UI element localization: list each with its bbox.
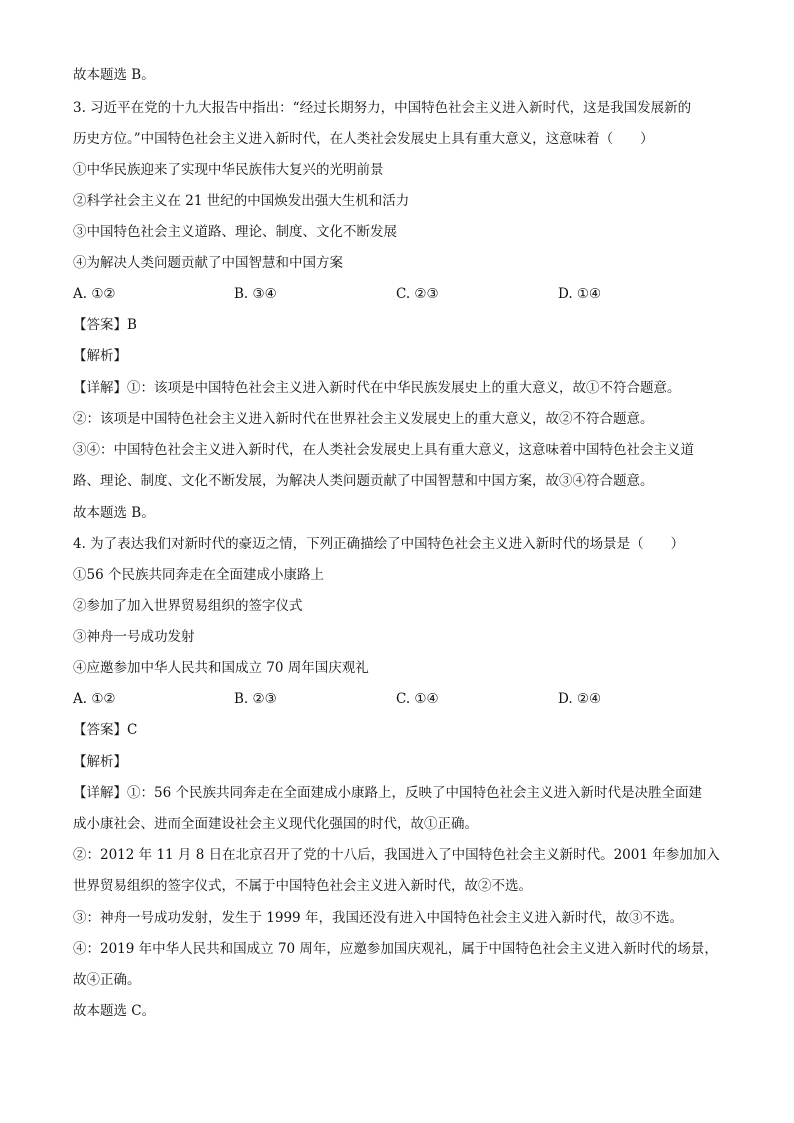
q3-item-1: ①中华民族迎来了实现中华民族伟大复兴的光明前景 xyxy=(73,162,384,178)
q4-detail-line-1: 【详解】①：56 个民族共同奔走在全面建成小康路上，反映了中国特色社会主义进入新时代是决胜全面建 xyxy=(73,785,702,801)
q3-stem-line-1: 3. 习近平在党的十九大报告中指出：“经过长期努力，中国特色社会主义进入新时代，这是我国发展新的 xyxy=(73,100,692,116)
q4-item-2: ②参加了加入世界贸易组织的签字仪式 xyxy=(73,598,303,614)
q4-option-d: D. ②④ xyxy=(558,691,602,707)
q4-option-b: B. ②③ xyxy=(234,691,277,707)
q4-item-1: ①56 个民族共同奔走在全面建成小康路上 xyxy=(73,567,324,583)
q3-analysis-label: 【解析】 xyxy=(73,348,127,364)
q4-detail-line-5: ③：神舟一号成功发射，发生于 1999 年，我国还没有进入中国特色社会主义进入新时代，故③不选。 xyxy=(73,910,683,926)
q3-answer: 【答案】B xyxy=(73,317,137,333)
q3-option-c: C. ②③ xyxy=(396,286,439,302)
q4-item-3: ③神舟一号成功发射 xyxy=(73,629,195,645)
q4-option-c: C. ①④ xyxy=(396,691,439,707)
q4-detail-line-4: 世界贸易组织的签字仪式，不属于中国特色社会主义进入新时代，故②不选。 xyxy=(73,878,532,894)
q3-item-2: ②科学社会主义在 21 世纪的中国焕发出强大生机和活力 xyxy=(73,193,410,209)
q4-item-4: ④应邀参加中华人民共和国成立 70 周年国庆观礼 xyxy=(73,660,369,676)
q3-option-a: A. ①② xyxy=(73,286,116,302)
q3-detail-line-2: ②：该项是中国特色社会主义进入新时代在世界社会主义发展史上的重大意义，故②不符合题意。 xyxy=(73,411,654,427)
q3-option-b: B. ③④ xyxy=(234,286,277,302)
q3-option-d: D. ①④ xyxy=(558,286,602,302)
q3-detail-line-3: ③④：中国特色社会主义进入新时代，在人类社会发展史上具有重大意义，这意味着中国特色社会主义道 xyxy=(73,442,694,458)
q4-detail-line-6: ④：2019 年中华人民共和国成立 70 周年，应邀参加国庆观礼，属于中国特色社会主义进入新时代的场景， xyxy=(73,941,718,957)
q3-detail-line-4: 路、理论、制度、文化不断发展，为解决人类问题贡献了中国智慧和中国方案，故③④符合题意。 xyxy=(73,473,654,489)
q4-stem-line-1: 4. 为了表达我们对新时代的豪迈之情，下列正确描绘了中国特色社会主义进入新时代的场景是（ ） xyxy=(73,536,685,552)
q4-answer: 【答案】C xyxy=(73,722,138,738)
q4-detail-line-7: 故④正确。 xyxy=(73,972,141,988)
q4-conclusion: 故本题选 C。 xyxy=(73,1003,156,1019)
q3-detail-line-1: 【详解】①：该项是中国特色社会主义进入新时代在中华民族发展史上的重大意义，故①不符合题意。 xyxy=(73,380,681,396)
q3-item-4: ④为解决人类问题贡献了中国智慧和中国方案 xyxy=(73,255,343,271)
q4-option-a: A. ①② xyxy=(73,691,116,707)
q3-conclusion: 故本题选 B。 xyxy=(73,505,155,521)
q4-detail-line-2: 成小康社会、进而全面建设社会主义现代化强国的时代，故①正确。 xyxy=(73,816,478,832)
q4-detail-line-3: ②：2012 年 11 月 8 日在北京召开了党的十八后，我国进入了中国特色社会主义新时代。2001 年参加加入 xyxy=(73,847,720,863)
q4-analysis-label: 【解析】 xyxy=(73,754,127,770)
q3-item-3: ③中国特色社会主义道路、理论、制度、文化不断发展 xyxy=(73,224,397,240)
q3-stem-line-2: 历史方位。”中国特色社会主义进入新时代，在人类社会发展史上具有重大意义，这意味着（ ） xyxy=(73,131,654,147)
q2-conclusion: 故本题选 B。 xyxy=(73,67,155,83)
